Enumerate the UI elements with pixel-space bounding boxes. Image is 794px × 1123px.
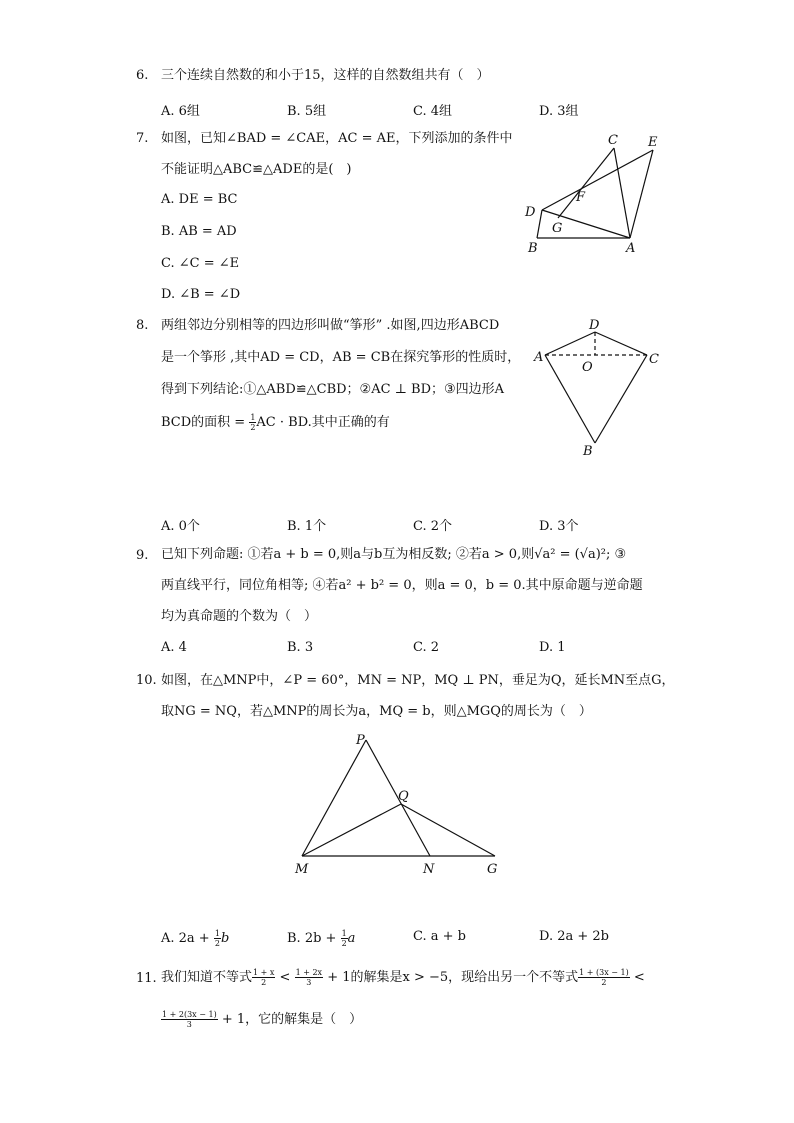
triangle-figure-q7: [520, 128, 670, 258]
label-b: B: [583, 444, 593, 459]
segment-dc: [595, 332, 647, 355]
stem-text: 我们知道不等式: [161, 970, 253, 985]
option-b: [287, 929, 355, 948]
option-a-text: A. 2a +: [161, 931, 214, 946]
fraction-4: [161, 1010, 218, 1029]
option-a: [161, 929, 229, 948]
fraction-denominator: 2: [601, 978, 607, 987]
fraction-numerator: 1: [250, 413, 256, 422]
question-stem-line-2: 两直线平行，同位角相等; ④若a² + b² = 0，则a = 0，b = 0.其中原命题与逆命题: [161, 578, 643, 593]
question-stem-line-2: 是一个筝形 ,其中AD = CD，AB = CB在探究筝形的性质时，: [161, 350, 521, 365]
label-b: B: [528, 241, 538, 256]
segment-cg: [558, 148, 614, 218]
option-c: C. 2个: [413, 519, 453, 534]
label-q: Q: [398, 789, 409, 804]
fraction-numerator: 1 + 2x: [295, 968, 323, 977]
label-c: C: [649, 352, 659, 367]
option-d: D. 3个: [539, 519, 579, 534]
fraction-3: [578, 968, 630, 987]
question-stem-line-1: 已知下列命题: ①若a + b = 0,则a与b互为相反数; ②若a > 0,则√a² = (√a)²; ③: [161, 547, 627, 562]
option-a: A. DE = BC: [161, 192, 238, 207]
question-stem-line-4: [161, 413, 390, 432]
label-d: D: [525, 205, 536, 220]
option-b: B. 3: [287, 640, 314, 655]
option-a: A. 6组: [161, 104, 200, 119]
label-a: A: [534, 350, 544, 365]
segment-ed: [542, 150, 653, 210]
question-stem-line-1: 如图，在△MNP中，∠P = 60°，MN = NP，MQ ⊥ PN，垂足为Q，延长MN至点G，: [161, 673, 675, 688]
fraction-denominator: 2: [250, 423, 256, 432]
question-stem-line-2: 不能证明△ABC≌△ADE的是( ): [161, 162, 352, 177]
less-than: <: [275, 970, 295, 985]
segment-db: [537, 210, 542, 238]
fraction-half: [341, 929, 348, 948]
question-number: 9.: [136, 548, 149, 563]
option-a-var: b: [220, 931, 230, 946]
option-d: D. 3组: [539, 104, 579, 119]
option-d: D. 2a + 2b: [539, 929, 609, 944]
fraction-denominator: 2: [214, 939, 220, 948]
question-stem-line-3: 均为真命题的个数为（ ）: [161, 609, 318, 624]
option-c: C. 4组: [413, 104, 453, 119]
label-g: G: [552, 221, 563, 236]
option-b: B. 1个: [287, 519, 327, 534]
option-d: D. ∠B = ∠D: [161, 287, 241, 302]
label-g: G: [487, 862, 498, 877]
label-m: M: [295, 862, 309, 877]
fraction-2: [295, 968, 323, 987]
label-n: N: [423, 862, 435, 877]
question-number: 6.: [136, 68, 149, 83]
option-b: B. 5组: [287, 104, 327, 119]
question-stem-line-3: 得到下列结论:①△ABD≌△CBD；②AC ⊥ BD；③四边形A: [161, 382, 505, 397]
option-c: C. ∠C = ∠E: [161, 256, 240, 271]
label-o: O: [582, 360, 593, 375]
segment-cb: [595, 355, 647, 443]
label-f: F: [576, 190, 586, 205]
label-c: C: [608, 133, 618, 148]
fraction-1: [252, 968, 275, 987]
fraction-numerator: 1 + (3x − 1): [579, 968, 629, 977]
segment-ca: [614, 148, 630, 238]
question-number: 7.: [136, 131, 149, 146]
less-than: <: [629, 970, 645, 985]
stem-text: BCD的面积 =: [161, 415, 250, 430]
question-number: 10.: [136, 673, 157, 688]
kite-figure-q8: [530, 315, 670, 460]
stem-text: + 1的解集是x > −5，现给出另一个不等式: [323, 970, 579, 985]
question-stem-line-2: 取NG = NQ，若△MNP的周长为a，MQ = b，则△MGQ的周长为（ ）: [161, 704, 592, 719]
fraction-denominator: 2: [341, 939, 347, 948]
fraction-half: [214, 929, 221, 948]
option-a: A. 0个: [161, 519, 200, 534]
option-d: D. 1: [539, 640, 566, 655]
fraction-denominator: 3: [306, 978, 312, 987]
question-stem-line-1: [161, 968, 645, 987]
option-b-text: B. 2b +: [287, 931, 341, 946]
question-stem-line-1: 如图，已知∠BAD = ∠CAE，AC = AE，下列添加的条件中: [161, 131, 513, 146]
label-a: A: [626, 241, 636, 256]
question-number: 11.: [136, 971, 157, 986]
fraction-numerator: 1 + 2(3x − 1): [162, 1010, 217, 1019]
fraction-numerator: 1: [341, 929, 347, 938]
fraction-numerator: 1: [214, 929, 220, 938]
option-b: B. AB = AD: [161, 224, 237, 239]
option-c: C. 2: [413, 640, 440, 655]
label-e: E: [648, 135, 658, 150]
fraction-numerator: 1 + x: [253, 968, 275, 977]
segment-da: [545, 332, 595, 355]
option-a: A. 4: [161, 640, 187, 655]
question-number: 8.: [136, 318, 149, 333]
option-c: C. a + b: [413, 929, 466, 944]
question-stem-line-1: 两组邻边分别相等的四边形叫做“筝形” .如图,四边形ABCD: [161, 318, 500, 333]
option-b-var: a: [347, 931, 356, 946]
stem-text: AC · BD.其中正确的有: [256, 415, 390, 430]
fraction-denominator: 2: [261, 978, 267, 987]
segment-ea: [630, 150, 653, 238]
question-stem: 三个连续自然数的和小于15，这样的自然数组共有（ ）: [161, 68, 490, 83]
label-p: P: [356, 733, 365, 748]
fraction-denominator: 3: [186, 1020, 192, 1029]
stem-text: + 1，它的解集是（ ）: [217, 1012, 363, 1027]
triangle-figure-q10: [290, 728, 510, 883]
label-d: D: [589, 318, 600, 333]
question-stem-line-2: [161, 1010, 362, 1029]
